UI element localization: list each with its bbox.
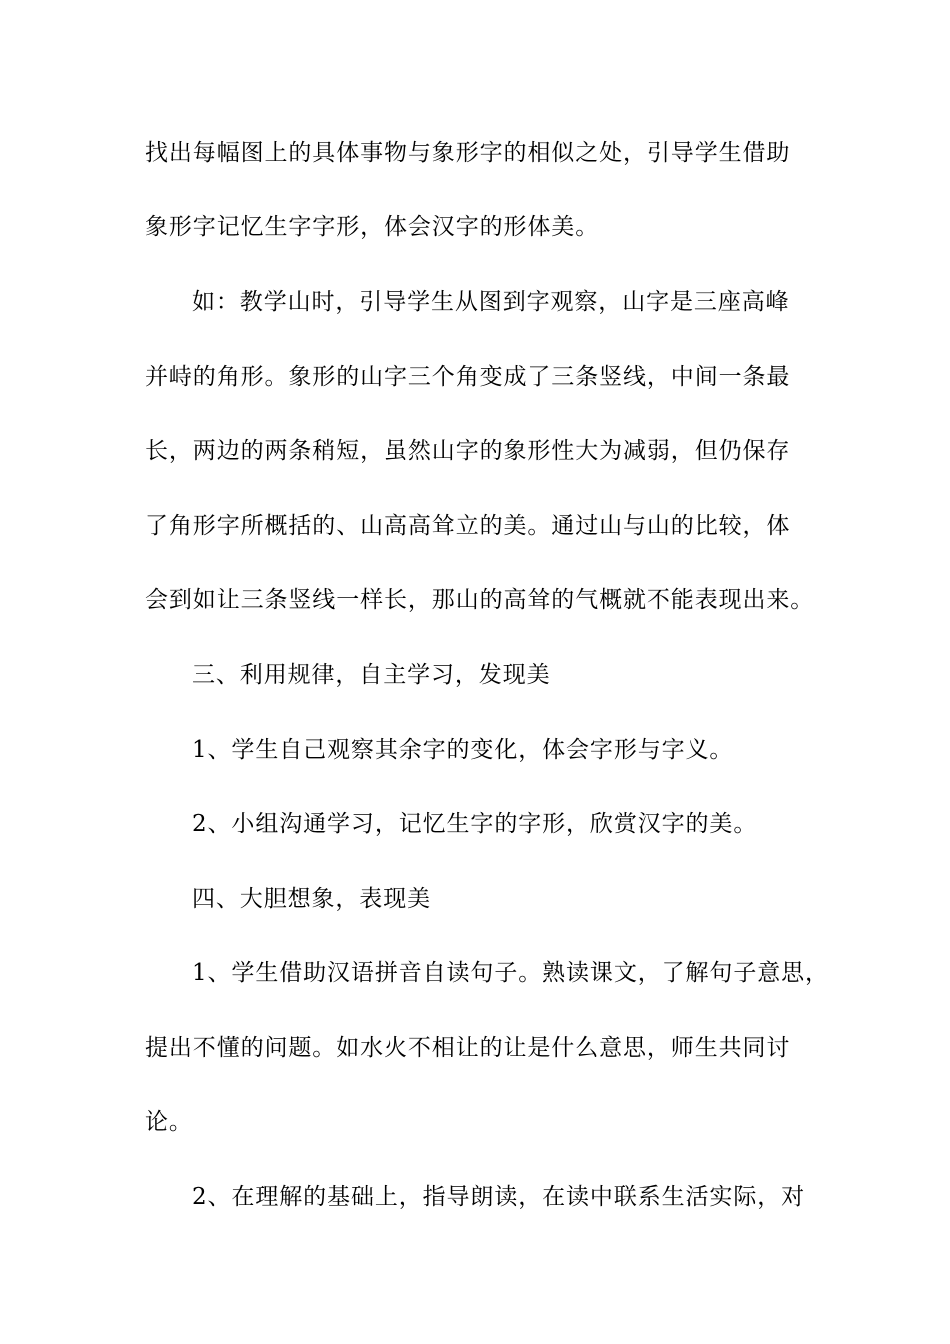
paragraph-line: 如：教学山时，引导学生从图到字观察，山字是三座高峰 <box>192 289 790 315</box>
paragraph-line: 长，两边的两条稍短，虽然山字的象形性大为减弱，但仍保存 <box>145 438 791 464</box>
paragraph-line: 了角形字所概括的、山高高耸立的美。通过山与山的比较，体 <box>145 513 791 539</box>
list-item: 1、学生借助汉语拼音自读句子。熟读课文，了解句子意思， <box>192 960 829 986</box>
section-heading: 四、大胆想象，表现美 <box>192 886 431 912</box>
paragraph-line: 提出不懂的问题。如水火不相让的让是什么意思，师生共同讨 <box>145 1035 791 1061</box>
paragraph-line: 论。 <box>145 1109 193 1135</box>
list-item: 2、小组沟通学习，记忆生字的字形，欣赏汉字的美。 <box>192 811 758 837</box>
paragraph-line: 并峙的角形。象形的山字三个角变成了三条竖线，中间一条最 <box>145 364 791 390</box>
paragraph-line: 找出每幅图上的具体事物与象形字的相似之处，引导学生借助 <box>145 140 791 166</box>
section-heading: 三、利用规律，自主学习，发现美 <box>192 662 551 688</box>
paragraph-line: 会到如让三条竖线一样长，那山的高耸的气概就不能表现出来。 <box>145 587 815 613</box>
list-item: 2、在理解的基础上，指导朗读，在读中联系生活实际，对 <box>192 1184 806 1210</box>
paragraph-line: 象形字记忆生字字形，体会汉字的形体美。 <box>145 214 600 240</box>
list-item: 1、学生自己观察其余字的变化，体会字形与字义。 <box>192 737 734 763</box>
